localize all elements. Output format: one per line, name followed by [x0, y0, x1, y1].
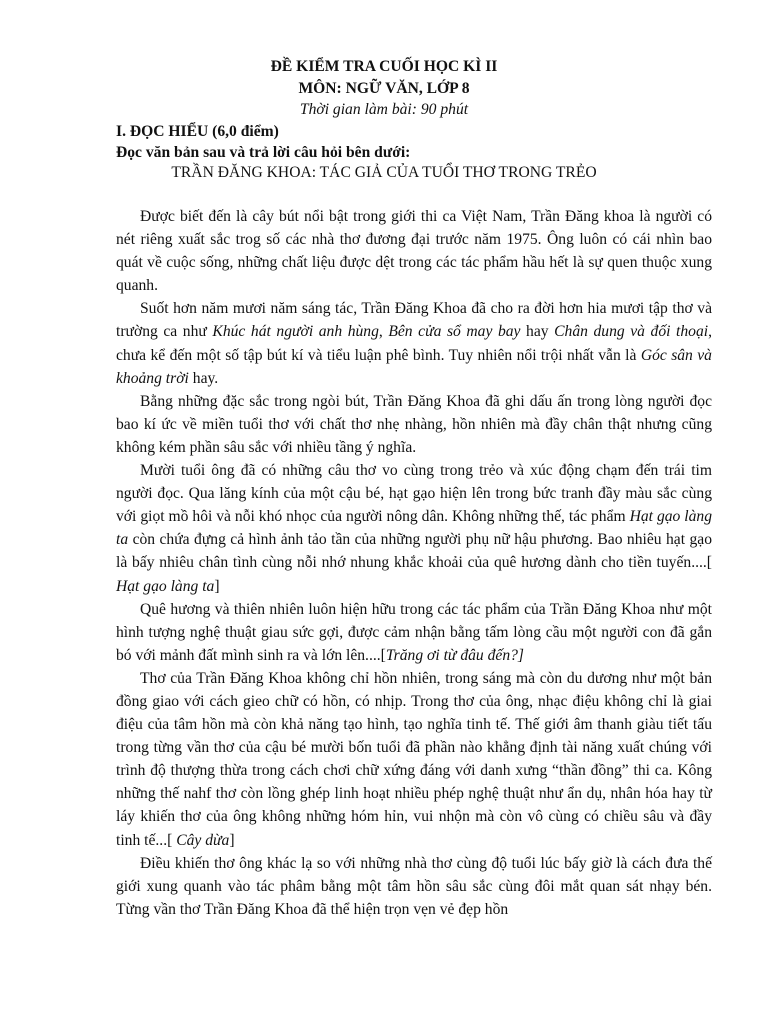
exam-title: ĐỀ KIỂM TRA CUỐI HỌC KÌ II [270, 58, 498, 75]
work-title: Bên cửa sổ may bay [388, 323, 521, 341]
paragraph-3: Bằng những đặc sắc trong ngòi bút, Trần Đăng Khoa đã ghi dấu ấn trong lòng người đọc bao kí ức về miền tuổi thơ với chất thơ nhẹ nhàng, hồn nhiên mà đầy chân thật nhưng cũng không kém phần sâu sắc với nhiều tầng ý nghĩa. [116, 392, 712, 456]
time-line: Thời gian làm bài: 90 phút [299, 101, 469, 118]
text-run: Mười tuổi ông đã có những câu thơ vo cùng trong trẻo và xúc động chạm đến trái tim người đọc. Qua lăng kính của một cậu bé, hạt gạo hiện lên trong bức tranh đầy màu sắc cùng với giọt mồ hôi và nỗi khó nhọc của người nông dân. Không những thế, tác phẩm [116, 462, 712, 526]
paragraph-4 [116, 459, 712, 598]
text-run: Thơ của Trần Đăng Khoa không chỉ hồn nhiên, trong sáng mà còn du dương như một bản đồng giao với cách gieo chữ có hồn, có nhịp. Trong thơ của ông, nhạc điệu không chỉ là giai điệu của tâm hồn mà còn khả năng tạo hình, tạo nghĩa tinh tế. Thế giới âm thanh giàu tiết tấu trong từng vần thơ của cậu bé mười bốn tuổi đã phần nào khẳng định tài năng xuất chúng với trình độ thượng thừa trong cách chơi chữ xứng đáng với danh xưng “thần đồng” thi ca. Kông những thế nahf thơ còn lồng ghép linh hoạt nhiều phép nghệ thuật như ẩn dụ, nhân hóa hay từ láy khiến thơ của ông không những hóm hỉn, vui nhộn mà còn vô cùng có chiều sâu và đầy tinh tế...[ [116, 669, 712, 849]
article-title: TRẦN ĐĂNG KHOA: TÁC GIẢ CỦA TUỔI THƠ TRONG TRẺO [171, 164, 597, 181]
text-run: hay. [188, 369, 219, 387]
work-title: Cây dừa [176, 831, 230, 849]
section-heading: I. ĐỌC HIỂU (6,0 điểm) [116, 123, 279, 140]
work-title: Góc sân và khoảng trời [116, 346, 712, 387]
paragraph-2 [116, 297, 712, 389]
work-title: Khúc hát người anh hùng [212, 323, 379, 341]
paragraph-6 [116, 667, 712, 852]
article-body [116, 205, 712, 921]
work-title: Hạt gạo làng ta [116, 577, 215, 595]
text-run: còn chứa đựng cả hình ảnh tảo tần của những người phụ nữ hậu phương. Bao nhiêu hạt gạo là bấy nhiêu chân tình cùng nỗi nhớ nhung khắc khoải của quê hương dành cho tiền tuyến....[ [116, 531, 712, 572]
work-title: Trăng ơi từ đâu đến?] [385, 646, 524, 664]
text-run: Suốt hơn năm mươi năm sáng tác, Trần Đăng Khoa đã cho ra đời hơn hia mươi tập thơ và trường ca như [116, 300, 712, 341]
text-run: Quê hương và thiên nhiên luôn hiện hữu trong các tác phẩm của Trần Đăng Khoa như một hình tượng nghệ thuật giau sức gợi, được cảm nhận bằng tấm lòng cầu một người con đã gắn bó với mảnh đất mình sinh ra và lớn lên....[ [116, 600, 712, 664]
paragraph-1: Được biết đến là cây bút nổi bật trong giới thi ca Việt Nam, Trần Đăng khoa là người có nét riêng xuất sắc trog số các nhà thơ đương đại trước năm 1975. Ông luôn có cái nhìn bao quát về cuộc sống, những chất liệu được dệt trong các tác phẩm hầu hết là sự quen thuộc xung quanh. [116, 208, 712, 295]
text-run: ] [214, 577, 220, 595]
paragraph-5 [116, 598, 712, 667]
work-title: Chân dung và đối thoại [554, 323, 709, 341]
reading-instruction: Đọc văn bản sau và trả lời câu hỏi bên dưới: [116, 144, 411, 161]
text-run: hay [520, 323, 555, 341]
text-run: ] [229, 831, 235, 849]
paragraph-7: Điều khiến thơ ông khác lạ so với những nhà thơ cùng độ tuổi lúc bấy giờ là cách đưa thế giới xung quanh vào tác phâm bằng một tâm hồn sâu sắc cùng đôi mắt quan sát nhạy bén. Từng vần thơ Trần Đăng Khoa đã thể hiện trọn vẹn vẻ đẹp hồn [116, 854, 712, 918]
work-title: Hạt gạo làng ta [116, 508, 713, 549]
text-run: , [378, 323, 389, 341]
text-run: , chưa kể đến một số tập bút kí và tiểu luận phê bình. Tuy nhiên nổi trội nhất vẫn là [116, 323, 712, 364]
subject-line: MÔN: NGỮ VĂN, LỚP 8 [298, 80, 470, 97]
